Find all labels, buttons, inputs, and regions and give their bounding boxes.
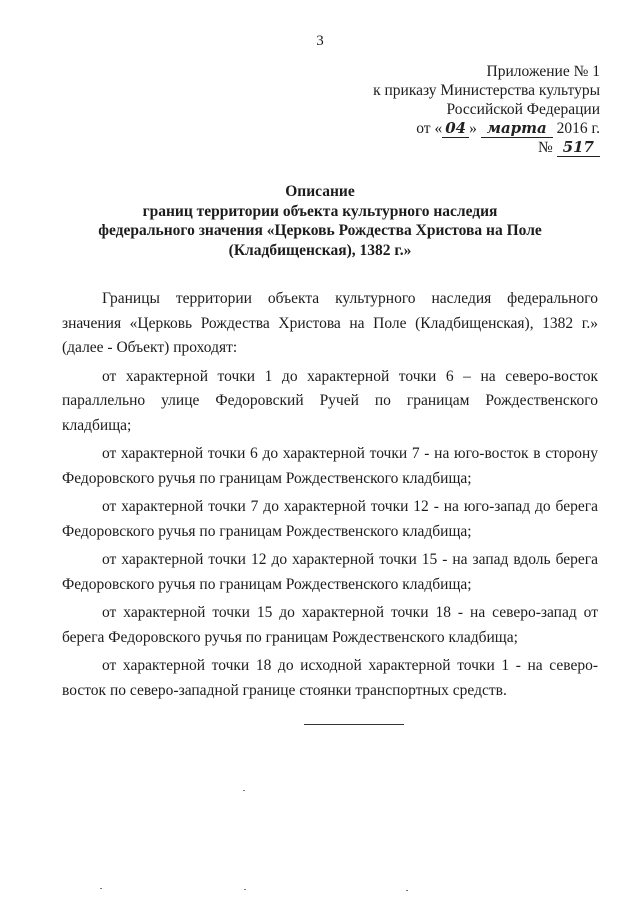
date-prefix: от « [416,120,443,137]
appendix-date [300,119,600,138]
end-divider [304,724,404,725]
page-number: 3 [316,33,324,49]
heading-line-4: (Кладбищенская), 1382 г.» [228,241,412,259]
paragraph-segment-7-12: от характерной точки 7 до характерной точки 12 - на юго-запад до берега Федоровского ручья по границам Рождественского кладбища; [62,498,598,540]
paragraph-segment-15-18: от характерной точки 15 до характерной точки 18 - на северо-запад от берега Федоровского ручья по границам Рождественского кладбища; [62,604,598,646]
scan-speck [243,790,245,791]
scan-speck [100,888,102,889]
document-body [62,287,598,703]
handwritten-number: 517 [557,138,600,157]
handwritten-day: 04 [442,119,469,138]
heading-line-2: границ территории объекта культурного наследия [142,202,498,220]
heading-title: Описание [285,183,355,200]
paragraph-segment-12-15: от характерной точки 12 до характерной точки 15 - на запад вдоль берега Федоровского ручья по границам Рождественского кладбища; [62,551,598,593]
date-year: 2016 г. [556,120,600,137]
paragraph-segment-18-1: от характерной точки 18 до исходной характерной точки 1 - на северо-восток по северо-западной границе стоянки транспортных средств. [62,657,598,699]
scan-speck [406,890,408,891]
document-heading [40,182,600,260]
scan-speck [244,889,246,890]
date-mid: » [469,120,477,137]
appendix-number [300,138,600,157]
appendix-order-ref: к приказу Министерства культуры [373,82,600,99]
number-prefix: № [538,139,553,156]
paragraph-segment-6-7: от характерной точки 6 до характерной точки 7 - на юго-восток в сторону Федоровского ручья по границам Рождественского кладбища; [62,445,598,487]
appendix-header [300,62,600,157]
paragraph-intro: Границы территории объекта культурного наследия федерального значения «Церковь Рождества Христова на Поле (Кладбищенская), 1382 г.» (далее - Объект) проходят: [62,290,598,356]
heading-line-3: федерального значения «Церковь Рождества Христова на Поле [98,222,542,239]
appendix-title: Приложение № 1 [486,63,600,80]
paragraph-segment-1-6: от характерной точки 1 до характерной точки 6 – на северо-восток параллельно улице Федоровский Ручей по границам Рождественского кладбища; [62,367,598,434]
appendix-authority: Российской Федерации [446,101,600,118]
handwritten-month: марта [481,119,553,138]
